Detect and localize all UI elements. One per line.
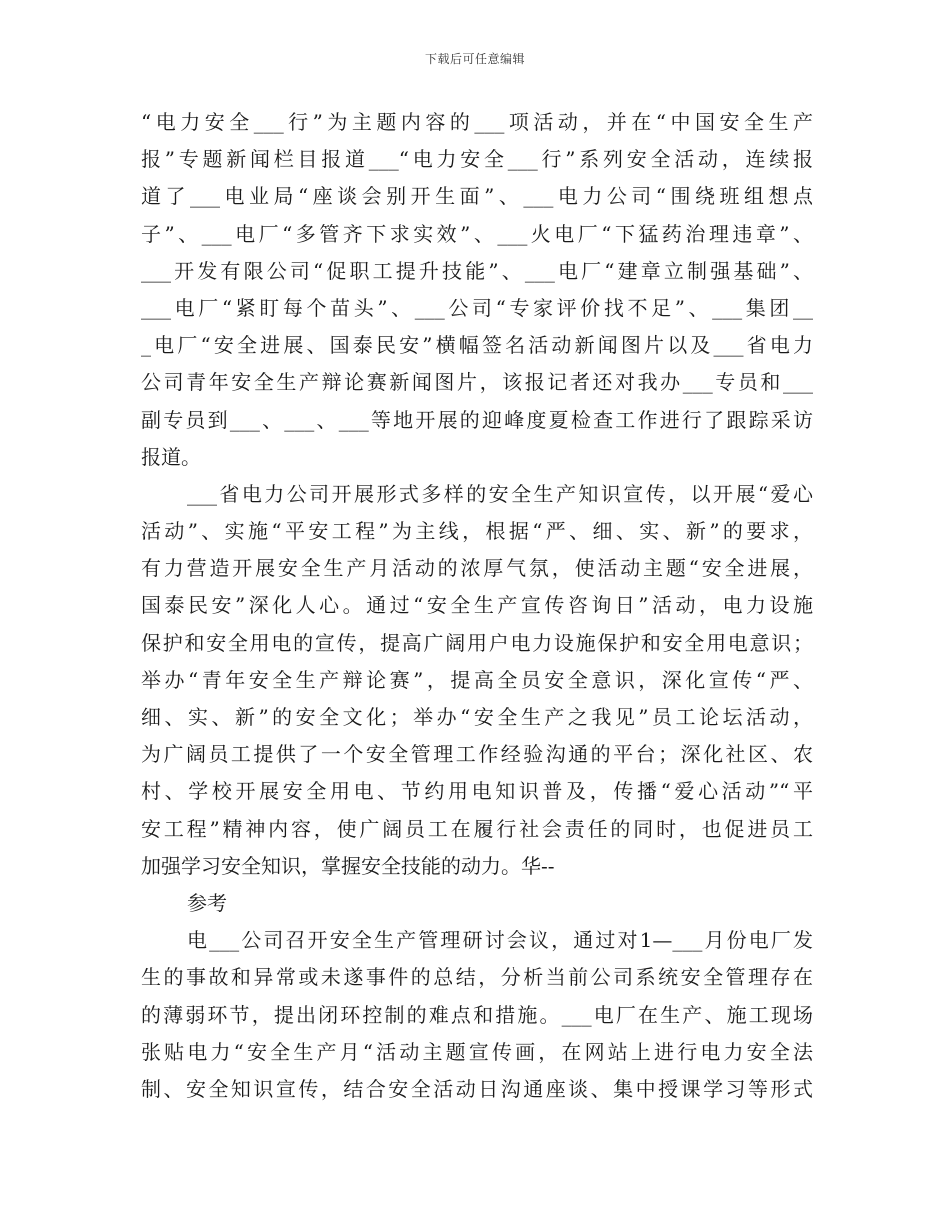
text-line: 村、学校开展安全用电、节约用电知识普及，传播“爱心活动”“平 [141,779,813,804]
text-line: _电厂“安全进展、国泰民安”横幅签名活动新闻图片以及___省电力 [141,333,813,358]
text-line: 为广阔员工提供了一个安全管理工作经验沟通的平台；深化社区、农 [141,742,813,767]
text-line: “电力安全___行”为主题内容的___项活动，并在“中国安全生产 [141,110,813,134]
text-line: 副专员到___、___、___等地开展的迎峰度夏检查工作进行了跟踪采访 [141,407,813,432]
text-line: 的薄弱环节，提出闭环控制的难点和措施。___电厂在生产、施工现场 [141,1002,813,1027]
page-header-note: 下载后可任意编辑 [424,52,525,66]
text-line: 子”、___电厂“多管齐下求实效”、___火电厂“下猛药治理违章”、 [141,221,813,246]
text-line: ___电厂“紧盯每个苗头”、___公司“专家评价找不足”、___集团__ [141,295,813,320]
text-line: 参考 [187,890,227,915]
text-line: 保护和安全用电的宣传，提高广阔用户电力设施保护和安全用电意识； [141,630,813,655]
text-line: 电___公司召开安全生产管理研讨会议，通过对1—___月份电厂发 [187,928,813,953]
text-line: 道了___电业局“座谈会别开生面”、___电力公司“围绕班组想点 [141,184,813,209]
text-line: 报”专题新闻栏目报道___“电力安全___行”系列安全活动，连续报 [141,147,813,172]
text-line: 国泰民安”深化人心。通过“安全生产宣传咨询日”活动，电力设施 [141,593,813,618]
text-line: 报道。 [141,444,201,469]
text-line: 细、实、新”的安全文化；举办“安全生产之我见”员工论坛活动， [141,705,813,729]
text-line: 公司青年安全生产辩论赛新闻图片，该报记者还对我办___专员和___ [141,370,813,395]
text-line: ___开发有限公司“促职工提升技能”、___电厂“建章立制强基础”、 [141,258,813,283]
text-line: 张贴电力“安全生产月“活动主题宣传画，在网站上进行电力安全法 [141,1039,813,1064]
text-line: 加强学习安全知识，掌握安全技能的动力。华-- [141,853,555,878]
text-line: 安工程”精神内容，使广阔员工在履行社会责任的同时，也促进员工 [141,816,813,841]
text-line: 举办“青年安全生产辩论赛”，提高全员安全意识，深化宣传“严、 [141,667,813,692]
text-line: 制、安全知识宣传，结合安全活动日沟通座谈、集中授课学习等形式 [141,1076,813,1101]
body-text [141,104,813,1108]
text-line: 活动”、实施“平安工程”为主线，根据“严、细、实、新”的要求， [141,519,813,544]
text-line: ___省电力公司开展形式多样的安全生产知识宣传，以开展“爱心 [187,481,813,506]
text-line: 有力营造开展安全生产月活动的浓厚气氛，使活动主题“安全进展， [141,556,813,581]
text-line: 生的事故和异常或未遂事件的总结，分析当前公司系统安全管理存在 [141,965,813,990]
